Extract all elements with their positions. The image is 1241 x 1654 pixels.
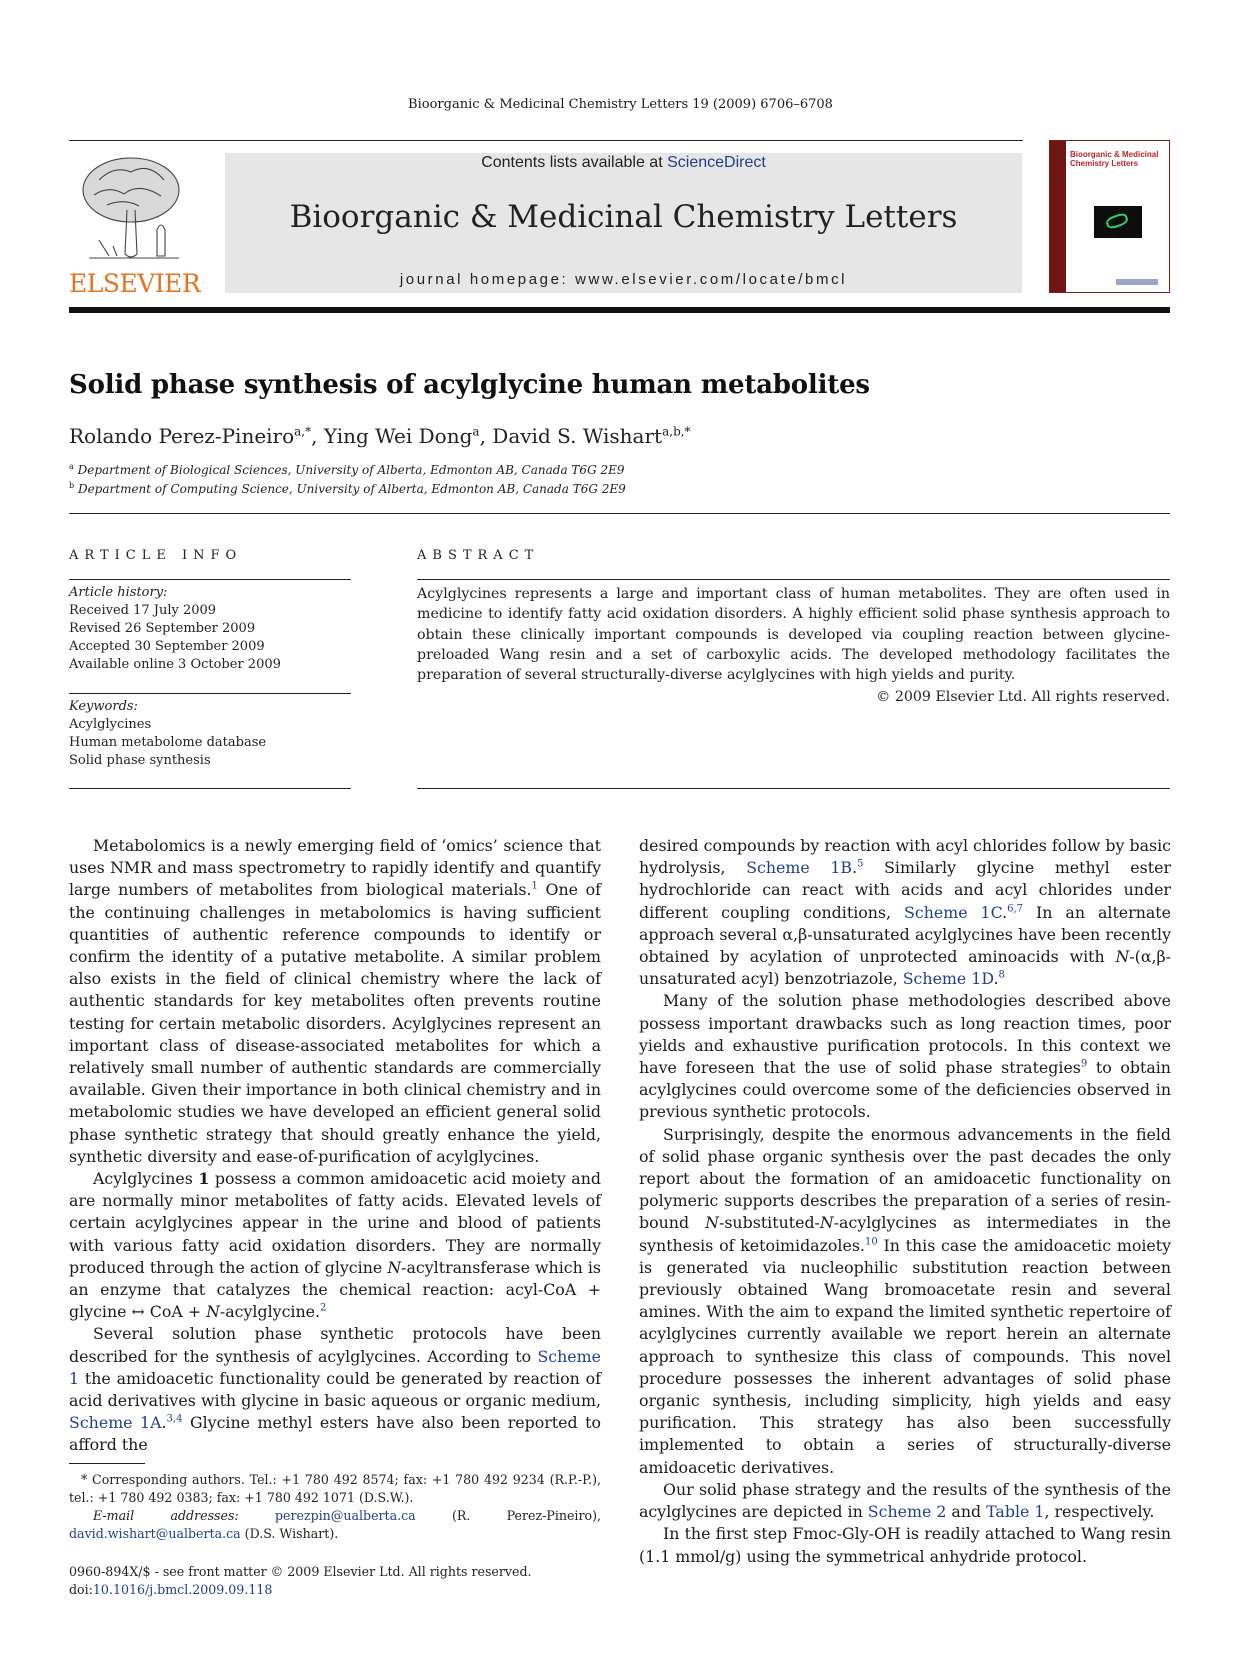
publisher-logo xyxy=(69,150,201,298)
paragraph: Metabolomics is a newly emerging field of ‘omics’ science that uses NMR and mass spectrometry to rapidly identify and quantify large numbers of metabolites from biological materials.$^1$ One of the continuing challenges in metabolomics is having sufficient quantities of authentic reference compounds to identify or confirm the identity of a putative metabolite. A similar problem also exists in the field of clinical chemistry where the lack of authentic standards for key metabolites often prevents routine testing for certain metabolic disorders. Acylglycines represent an important class of disease-associated metabolites for which a relatively small number of authentic standards are commercially available. Given their importance in both clinical chemistry and in metabolomic studies we have developed an efficient general solid phase synthetic strategy that should greatly enhance the yield, synthetic diversity and ease-of-purification of acylglycines. xyxy=(69,836,601,1166)
issn-block xyxy=(69,1563,669,1599)
author-name: David S. Wishart xyxy=(492,424,663,448)
paragraph: In the first step Fmoc-Gly-OH is readily attached to Wang resin (1.1 mmol/g) using the symmetrical anhydride protocol. xyxy=(639,1524,1171,1566)
email-label: E-mail addresses: xyxy=(93,1508,239,1523)
body-column-left xyxy=(69,835,601,1457)
affil-text: Department of Biological Sciences, University of Alberta, Edmonton AB, Canada T6G 2E9 xyxy=(77,463,625,477)
author-name: Ying Wei Dong xyxy=(323,424,473,448)
author-affil-mark: a xyxy=(472,424,480,439)
tree-logo-icon xyxy=(69,150,199,270)
history-item: Available online 3 October 2009 xyxy=(69,657,281,672)
citation-link[interactable]: 3,4 xyxy=(166,1414,183,1426)
footnotes xyxy=(69,1471,601,1543)
cover-spine xyxy=(1050,141,1066,293)
history-label: Article history: xyxy=(69,585,168,600)
author-list: Rolando Perez-Pineiro$^{a,*}$, Ying Wei Dong$^a$, David S. Wishart$^{a,b,*}$ xyxy=(69,424,691,448)
keywords-label: Keywords: xyxy=(69,699,138,714)
email-link[interactable]: david.wishart@ualberta.ca xyxy=(69,1526,241,1541)
article-title: Solid phase synthesis of acylglycine human metabolites xyxy=(69,370,870,400)
keywords xyxy=(69,698,351,770)
keyword: Acylglycines xyxy=(69,717,152,732)
affil-text: Department of Computing Science, University of Alberta, Edmonton AB, Canada T6G 2E9 xyxy=(77,482,626,496)
scheme-link[interactable]: Scheme 1 xyxy=(69,1346,601,1388)
abstract-heading: ABSTRACT xyxy=(417,548,540,563)
citation-link[interactable]: 1 xyxy=(531,881,538,893)
abstract-copyright: © 2009 Elsevier Ltd. All rights reserved. xyxy=(876,689,1170,705)
email-link[interactable]: perezpin@ualberta.ca xyxy=(274,1508,416,1523)
citation-link[interactable]: 8 xyxy=(998,969,1005,981)
scheme-link[interactable]: Scheme 1A xyxy=(69,1413,162,1433)
history-item: Received 17 July 2009 xyxy=(69,603,217,618)
scheme-link[interactable]: Scheme 1C xyxy=(904,902,1003,922)
affil-mark: a xyxy=(69,462,74,471)
email-footnote: E-mail addresses: perezpin@ualberta.ca (R. Perez-Pineiro), david.wishart@ualberta.ca (D.S. Wishart). xyxy=(69,1508,601,1541)
contents-line xyxy=(225,154,1022,172)
top-rule xyxy=(69,140,1023,141)
journal-title: Bioorganic & Medicinal Chemistry Letters xyxy=(289,199,958,235)
sciencedirect-link[interactable]: ScienceDirect xyxy=(667,154,766,171)
paragraph: Our solid phase strategy and the results of the synthesis of the acylglycines are depicted in Scheme 2 and Table 1, respectively. xyxy=(639,1479,1171,1522)
body-column-right xyxy=(639,835,1171,1568)
history-item: Revised 26 September 2009 xyxy=(69,621,256,636)
abstract-text: Acylglycines represents a large and important class of human metabolites. They are often used in medicine to identify fatty acid oxidation disorders. A highly efficient solid phase synthesis approach to obtain these clinically important compounds is developed via coupling reaction between glycine-preloaded Wang resin and a set of carboxylic acids. The developed methodology facilitates the preparation of several structurally-diverse acylglycines with high yields and purity. xyxy=(417,586,1170,684)
paragraph: desired compounds by reaction with acyl chlorides follow by basic hydrolysis, Scheme 1B.$^5$ Similarly glycine methyl ester hydrochloride can react with acids and acyl chlorides under different coupling conditions, Scheme 1C.$^{6,7}$ In an alternate approach several α,β-unsaturated acylglycines have been recently obtained by acylation of unprotected aminoacids with N-(α,β-unsaturated acyl) benzotriazole, Scheme 1D.$^8$ xyxy=(639,836,1172,989)
keyword: Human metabolome database xyxy=(69,735,267,750)
keyword: Solid phase synthesis xyxy=(69,753,211,768)
citation-link[interactable]: 2 xyxy=(320,1303,327,1314)
citation-link[interactable]: 5 xyxy=(857,858,864,870)
contents-prefix: Contents lists available at xyxy=(481,154,663,171)
running-head: Bioorganic & Medicinal Chemistry Letters 19 (2009) 6706–6708 xyxy=(408,97,833,112)
article-info-heading: ARTICLE INFO xyxy=(69,548,243,563)
journal-homepage[interactable]: journal homepage: www.elsevier.com/locate/bmcl xyxy=(399,271,848,288)
issn-line: 0960-894X/$ - see front matter © 2009 Elsevier Ltd. All rights reserved. xyxy=(69,1564,532,1579)
citation-link[interactable]: 10 xyxy=(864,1236,878,1248)
author-name: Rolando Perez-Pineiro xyxy=(69,424,295,448)
affiliation-a xyxy=(69,462,625,477)
title-rule xyxy=(69,513,1170,514)
footnote-rule xyxy=(69,1463,145,1464)
cover-publisher-icon xyxy=(1116,279,1158,285)
header-thick-rule xyxy=(69,307,1170,313)
doi-line: doi:10.1016/j.bmcl.2009.09.118 xyxy=(69,1582,273,1597)
abstract-rule xyxy=(417,579,1170,580)
info-rule xyxy=(69,693,351,694)
author-affil-mark: a,* xyxy=(294,424,312,439)
paragraph: Several solution phase synthetic protocols have been described for the synthesis of acylglycines. According to Scheme 1 the amidoacetic functionality could be generated by reaction of acid derivatives with glycine in basic aqueous or organic medium, Scheme 1A.$^{3,4}$ Glycine methyl esters have also been reported to afford the xyxy=(69,1324,601,1455)
affil-mark: b xyxy=(69,481,75,490)
citation-link[interactable]: 9 xyxy=(1080,1058,1088,1070)
affiliation-b xyxy=(69,481,626,496)
publisher-name: ELSEVIER xyxy=(69,269,201,298)
info-rule xyxy=(69,788,351,789)
paragraph: Surprisingly, despite the enormous advancements in the field of solid phase organic synthesis over the past decades the only report about the formation of an amidoacetic functionality on polymeric supports describes the preparation of a series of resin-bound N-substituted-N-acylglycines as intermediates in the synthesis of ketoimidazoles.$^{10}$ In this case the amidoacetic moiety is generated via nucleophilic substitution reaction between previously obtained Wang bromoacetate resin and several amines. With the aim to expand the limited synthetic repertoire of acylglycines currently available we report herein an alternate approach to synthesize this class of compounds. This novel procedure possesses the inherent advantages of solid phase organic synthesis, including simplicity, high yields and easy purification. This strategy has also been successfully implemented to obtain a series of structurally-diverse amidoacetic derivatives. xyxy=(639,1124,1171,1477)
citation-link[interactable]: 6,7 xyxy=(1007,903,1024,915)
cover-molecule-icon xyxy=(1094,206,1142,238)
journal-banner xyxy=(225,153,1022,293)
paragraph: Acylglycines 1 possess a common amidoacetic acid moiety and are normally minor metabolites of fatty acids. Elevated levels of certain acylglycines appear in the urine and blood of patients with various fatty acid oxidation disorders. They are normally produced through the action of glycine N-acyltransferase which is an enzyme that catalyzes the chemical reaction: acyl-CoA + glycine ↔ CoA + N-acylglycine.$^2$ xyxy=(69,1169,602,1322)
abstract-rule xyxy=(417,788,1170,789)
journal-cover xyxy=(1049,140,1170,293)
doi-link[interactable]: 10.1016/j.bmcl.2009.09.118 xyxy=(92,1582,273,1597)
table-link[interactable]: Table 1 xyxy=(986,1502,1045,1522)
scheme-link[interactable]: Scheme 2 xyxy=(867,1502,947,1522)
author-affil-mark: a,b,* xyxy=(662,424,691,439)
cover-title: Bioorganic & Medicinal Chemistry Letters xyxy=(1070,150,1159,168)
article-history xyxy=(69,584,351,674)
paragraph: Many of the solution phase methodologies described above possess important drawbacks such as long reaction times, poor yields and exhaustive purification protocols. In this context we have foreseen that the use of solid phase strategies$^9$ to obtain acylglycines could overcome some of the deficiencies observed in previous synthetic protocols. xyxy=(639,991,1171,1122)
history-item: Accepted 30 September 2009 xyxy=(69,639,265,654)
corresponding-footnote: * Corresponding authors. Tel.: +1 780 492 8574; fax: +1 780 492 9234 (R.P.-P.), tel.: +1 780 492 0383; fax: +1 780 492 1071 (D.S.W.). xyxy=(69,1472,601,1505)
scheme-link[interactable]: Scheme 1D xyxy=(902,969,994,989)
scheme-link[interactable]: Scheme 1B xyxy=(746,858,853,878)
info-rule xyxy=(69,579,351,580)
